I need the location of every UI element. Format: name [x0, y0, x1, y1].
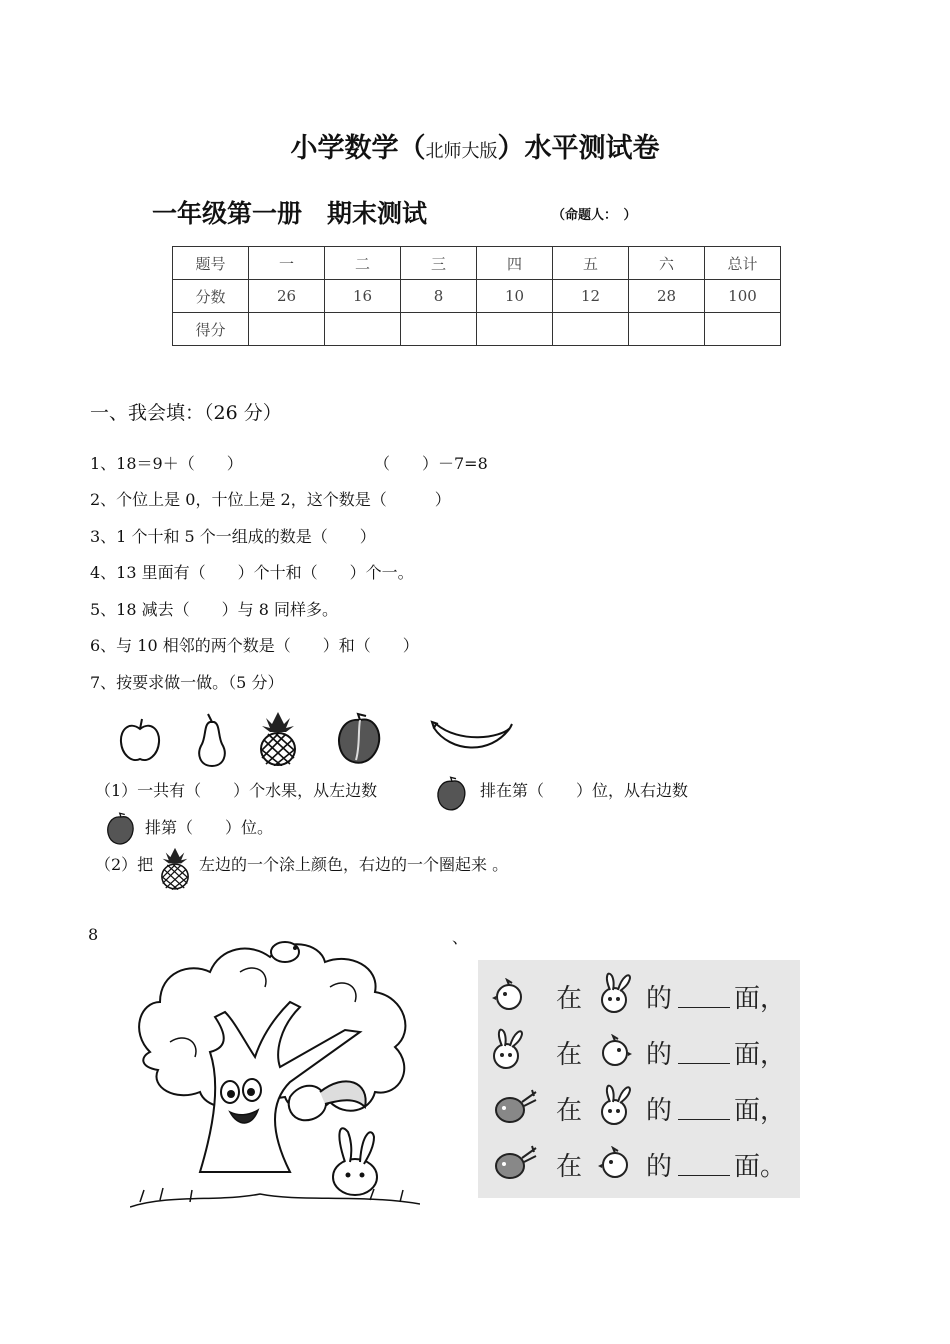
exercise-row-3: 在 的 面，	[478, 1080, 800, 1130]
pear-icon	[194, 712, 230, 768]
question-setter: （命题人： ）	[552, 208, 637, 223]
question-7: 7、按要求做一做。（5 分）	[90, 673, 284, 692]
banana-icon	[430, 718, 514, 758]
exam-subtitle: 一年级第一册 期末测试	[152, 199, 428, 228]
chick-icon	[492, 978, 526, 1012]
rabbit-icon	[596, 970, 636, 1014]
table-row: 题号 一 二 三 四 五 六 总计	[173, 247, 781, 280]
score-table	[172, 246, 781, 346]
question-8-mark: 、	[452, 928, 469, 947]
pineapple-icon	[158, 846, 192, 890]
answer-blank[interactable]	[678, 1174, 730, 1176]
rabbit-icon	[596, 1082, 636, 1126]
table-row: 得分	[173, 313, 781, 346]
question-3: 3、1 个十和 5 个一组成的数是（ ）	[90, 527, 376, 546]
question-7-2-a: （2）把	[95, 855, 154, 874]
peach-icon	[434, 776, 470, 812]
question-7-1-b: 排在第（ ）位，从右边数	[480, 781, 689, 800]
answer-blank[interactable]	[678, 1006, 730, 1008]
exercise-row-1: 在 的 面，	[478, 968, 800, 1018]
question-6: 6、与 10 相邻的两个数是（ ）和（ ）	[90, 636, 419, 655]
exercise-row-2: 在 的 面，	[478, 1024, 800, 1074]
question-7-1-a: （1）一共有（ ）个水果，从左边数	[95, 781, 378, 800]
section-heading: 一、我会填：（26 分）	[90, 402, 282, 424]
rabbit-icon	[488, 1026, 528, 1070]
table-row: 分数 26 16 8 10 12 28 100	[173, 280, 781, 313]
question-2: 2、个位上是 0，十位上是 2，这个数是（ ）	[90, 490, 451, 509]
question-8: 8	[88, 925, 99, 944]
squirrel-icon	[492, 1086, 538, 1126]
question-7-2-b: 左边的一个涂上颜色，右边的一个圈起来 。	[199, 855, 509, 874]
position-exercise-panel	[478, 960, 800, 1198]
pineapple-icon	[256, 710, 300, 766]
chick-icon	[598, 1146, 632, 1180]
question-1a: 1、18＝9＋（ ）	[90, 454, 243, 473]
question-4: 4、13 里面有（ ）个十和（ ）个一。	[90, 563, 414, 582]
exercise-row-4: 在 的 面。	[478, 1136, 800, 1186]
answer-blank[interactable]	[678, 1062, 730, 1064]
page-title: 小学数学（北师大版）水平测试卷	[290, 133, 660, 164]
tree-illustration	[130, 932, 420, 1216]
answer-blank[interactable]	[678, 1118, 730, 1120]
question-7-1-c: 排第（ ）位。	[145, 818, 274, 837]
peach-icon	[104, 812, 138, 846]
apple-icon	[116, 715, 164, 765]
question-5: 5、18 减去（ ）与 8 同样多。	[90, 600, 338, 619]
peach-icon	[334, 712, 386, 766]
question-1b: （ ）－7=8	[374, 454, 488, 473]
chick-icon	[598, 1034, 632, 1068]
squirrel-icon	[492, 1142, 538, 1182]
